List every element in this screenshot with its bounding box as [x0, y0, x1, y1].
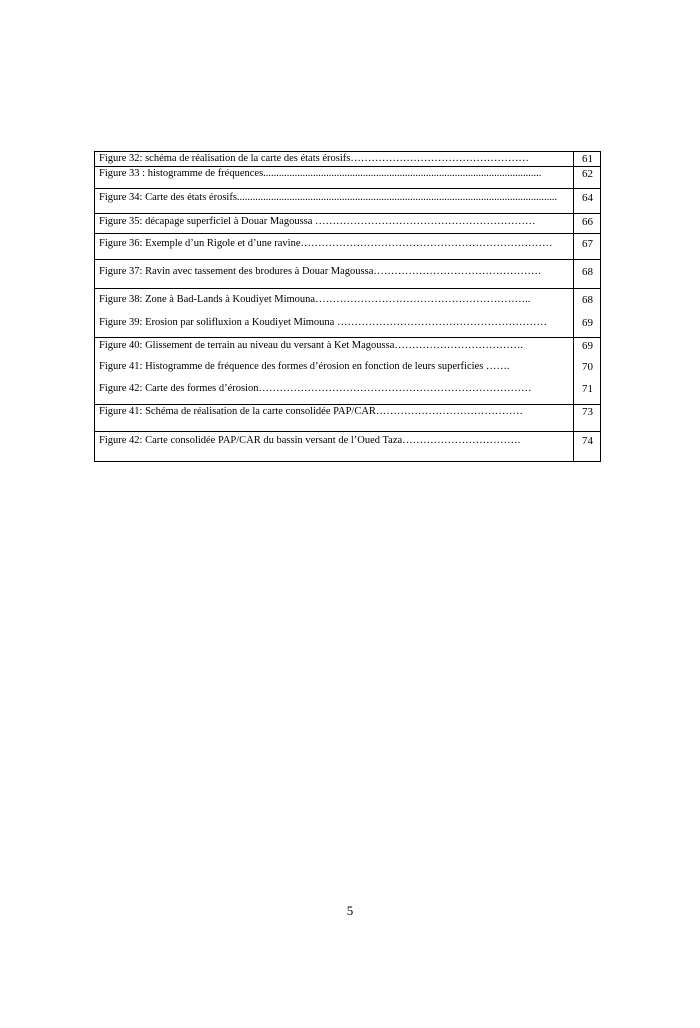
page-number: 68: [582, 266, 593, 278]
toc-entry: [95, 339, 600, 353]
toc-entry: [95, 360, 600, 374]
figure-caption: Figure 32: schéma de réalisation de la carte des états érosifs……………………………………………: [99, 153, 529, 164]
figure-caption: Figure 42: Carte consolidée PAP/CAR du bassin versant de l’Oued Taza…………………………….: [99, 435, 521, 446]
toc-entry: [95, 167, 600, 181]
page-number: 68: [582, 294, 593, 306]
page-number: 69: [582, 317, 593, 329]
figure-caption: Figure 41: Histogramme de fréquence des formes d’érosion en fonction de leurs superficies …….: [99, 361, 510, 372]
toc-entry: [95, 382, 600, 396]
toc-entry: [95, 191, 600, 205]
figure-caption: Figure 35: décapage superficiel à Douar Magoussa ………………………………………………………: [99, 216, 536, 227]
page-number: 67: [582, 238, 593, 250]
row-divider: [95, 259, 600, 260]
row-divider: [95, 288, 600, 289]
page-number: 66: [582, 216, 593, 228]
toc-entry: [95, 152, 600, 166]
toc-entry: [95, 405, 600, 419]
figure-caption: Figure 39: Erosion par solifluxion a Koudiyet Mimouna ……………………………………………………: [99, 317, 547, 328]
figure-caption: Figure 36: Exemple d’un Rigole et d’une ravine………………………………………………………………: [99, 238, 553, 249]
page-number: 62: [582, 168, 593, 180]
page-number: 61: [582, 153, 593, 165]
row-divider: [95, 213, 600, 214]
toc-entry: [95, 316, 600, 330]
row-divider: [95, 188, 600, 189]
figure-index-table: [94, 151, 601, 462]
page-number: 69: [582, 340, 593, 352]
page-number: 71: [582, 383, 593, 395]
toc-entry: [95, 265, 600, 279]
page-number: 73: [582, 406, 593, 418]
figure-caption: Figure 34: Carte des états érosifs..........................................................................................................................: [99, 192, 558, 203]
row-divider: [95, 337, 600, 338]
row-divider: [95, 233, 600, 234]
figure-caption: Figure 40: Glissement de terrain au niveau du versant à Ket Magoussa……………………………….: [99, 340, 524, 351]
figure-caption: Figure 41: Schéma de réalisation de la carte consolidée PAP/CAR……………………………………: [99, 406, 523, 417]
page-number-footer: 5: [346, 903, 354, 918]
toc-entry: [95, 293, 600, 307]
toc-entry: [95, 434, 600, 448]
page-number: 64: [582, 192, 593, 204]
toc-entry: [95, 215, 600, 229]
page-number: 74: [582, 435, 593, 447]
figure-caption: Figure 33 : histogramme de fréquences..........................................................................................................: [99, 168, 542, 179]
row-divider: [95, 431, 600, 432]
figure-caption: Figure 38: Zone à Bad-Lands à Koudiyet Mimouna……………………………………………………..: [99, 294, 531, 305]
figure-caption: Figure 37: Ravin avec tassement des brodures à Douar Magoussa…………………………………………: [99, 266, 542, 277]
page-number: 70: [582, 361, 593, 373]
toc-entry: [95, 237, 600, 251]
figure-caption: Figure 42: Carte des formes d’érosion……………………………………………………………………: [99, 383, 532, 394]
